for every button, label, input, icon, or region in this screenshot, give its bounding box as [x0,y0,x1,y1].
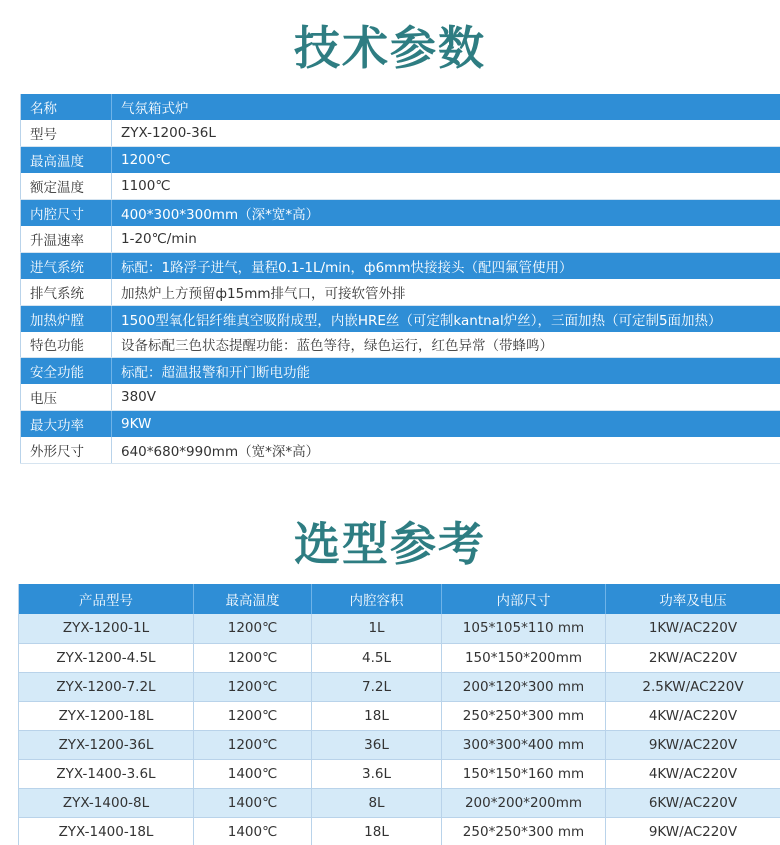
model-row [19,817,780,845]
model-row [19,759,780,788]
spec-value: 气氛箱式炉 [112,94,780,120]
model-cell: 1200℃ [194,730,312,759]
model-cell: ZYX-1200-4.5L [19,643,194,672]
spec-key: 名称 [21,94,112,120]
spec-value: 标配：超温报警和开门断电功能 [112,358,780,384]
spec-row [21,147,780,173]
model-cell: 6KW/AC220V [606,788,780,817]
spec-row [21,252,780,278]
model-cell: ZYX-1200-1L [19,614,194,643]
spec-row [21,173,780,199]
model-cell: 250*250*300 mm [442,701,606,730]
spec-value: 380V [112,384,780,410]
model-row [19,701,780,730]
model-cell: 3.6L [312,759,442,788]
model-row [19,672,780,701]
spec-row [21,332,780,358]
spec-value: 640*680*990mm（宽*深*高） [112,437,780,463]
model-cell: 105*105*110 mm [442,614,606,643]
spec-value: ZYX-1200-36L [112,120,780,146]
spec-key: 型号 [21,120,112,146]
model-cell: 18L [312,701,442,730]
model-cell: 300*300*400 mm [442,730,606,759]
model-cell: 1400℃ [194,759,312,788]
model-row [19,643,780,672]
spec-row [21,411,780,437]
model-table-header-row [19,584,780,614]
spec-key: 进气系统 [21,252,112,278]
spec-key: 额定温度 [21,173,112,199]
model-cell: 2.5KW/AC220V [606,672,780,701]
spec-key: 升温速率 [21,226,112,252]
model-cell: 4KW/AC220V [606,759,780,788]
spec-key: 外形尺寸 [21,437,112,463]
model-cell: 7.2L [312,672,442,701]
model-table [18,584,780,845]
model-cell: 1200℃ [194,672,312,701]
model-cell: 4KW/AC220V [606,701,780,730]
spec-value: 1200℃ [112,147,780,173]
model-cell: 18L [312,817,442,845]
model-column-header: 最高温度 [194,584,312,614]
model-column-header: 功率及电压 [606,584,780,614]
spec-row [21,384,780,410]
model-cell: ZYX-1200-18L [19,701,194,730]
model-cell: 1400℃ [194,817,312,845]
spec-row [21,305,780,331]
model-cell: 150*150*160 mm [442,759,606,788]
spec-key: 电压 [21,384,112,410]
spec-key: 最大功率 [21,411,112,437]
model-column-header: 产品型号 [19,584,194,614]
model-cell: ZYX-1400-18L [19,817,194,845]
spec-value: 400*300*300mm（深*宽*高） [112,200,780,226]
model-cell: 1KW/AC220V [606,614,780,643]
model-column-header: 内腔容积 [312,584,442,614]
model-cell: 1200℃ [194,614,312,643]
model-cell: ZYX-1400-3.6L [19,759,194,788]
spec-section-title: 技术参数 [294,21,486,75]
model-cell: 150*150*200mm [442,643,606,672]
model-cell: 1200℃ [194,701,312,730]
model-cell: 200*120*300 mm [442,672,606,701]
spec-value: 设备标配三色状态提醒功能：蓝色等待，绿色运行，红色异常（带蜂鸣） [112,332,780,358]
model-cell: 1400℃ [194,788,312,817]
spec-key: 安全功能 [21,358,112,384]
model-row [19,788,780,817]
spec-table [20,94,780,464]
model-row [19,614,780,643]
spec-row [21,120,780,146]
model-cell: 1200℃ [194,643,312,672]
spec-row [21,358,780,384]
model-cell: 9KW/AC220V [606,730,780,759]
model-cell: 4.5L [312,643,442,672]
spec-key: 特色功能 [21,332,112,358]
model-cell: ZYX-1200-36L [19,730,194,759]
spec-value: 标配：1路浮子进气，量程0.1-1L/min，ф6mm快接接头（配四氟管使用） [112,252,780,278]
model-cell: 200*200*200mm [442,788,606,817]
model-cell: ZYX-1400-8L [19,788,194,817]
model-cell: ZYX-1200-7.2L [19,672,194,701]
model-cell: 9KW/AC220V [606,817,780,845]
spec-value: 1100℃ [112,173,780,199]
spec-key: 排气系统 [21,279,112,305]
spec-row [21,226,780,252]
spec-key: 最高温度 [21,147,112,173]
spec-key: 加热炉膛 [21,305,112,331]
model-cell: 8L [312,788,442,817]
spec-row [21,437,780,463]
spec-key: 内腔尺寸 [21,200,112,226]
spec-value: 9KW [112,411,780,437]
model-section-title: 选型参考 [294,517,486,571]
spec-value: 1500型氧化铝纤维真空吸附成型，内嵌HRE丝（可定制kantnal炉丝），三面加热（可定制5面加热） [112,305,780,331]
spec-row [21,200,780,226]
model-cell: 36L [312,730,442,759]
spec-row [21,94,780,120]
model-column-header: 内部尺寸 [442,584,606,614]
spec-value: 加热炉上方预留ф15mm排气口，可接软管外排 [112,279,780,305]
spec-value: 1-20℃/min [112,226,780,252]
model-cell: 250*250*300 mm [442,817,606,845]
spec-row [21,279,780,305]
model-row [19,730,780,759]
model-cell: 2KW/AC220V [606,643,780,672]
model-cell: 1L [312,614,442,643]
